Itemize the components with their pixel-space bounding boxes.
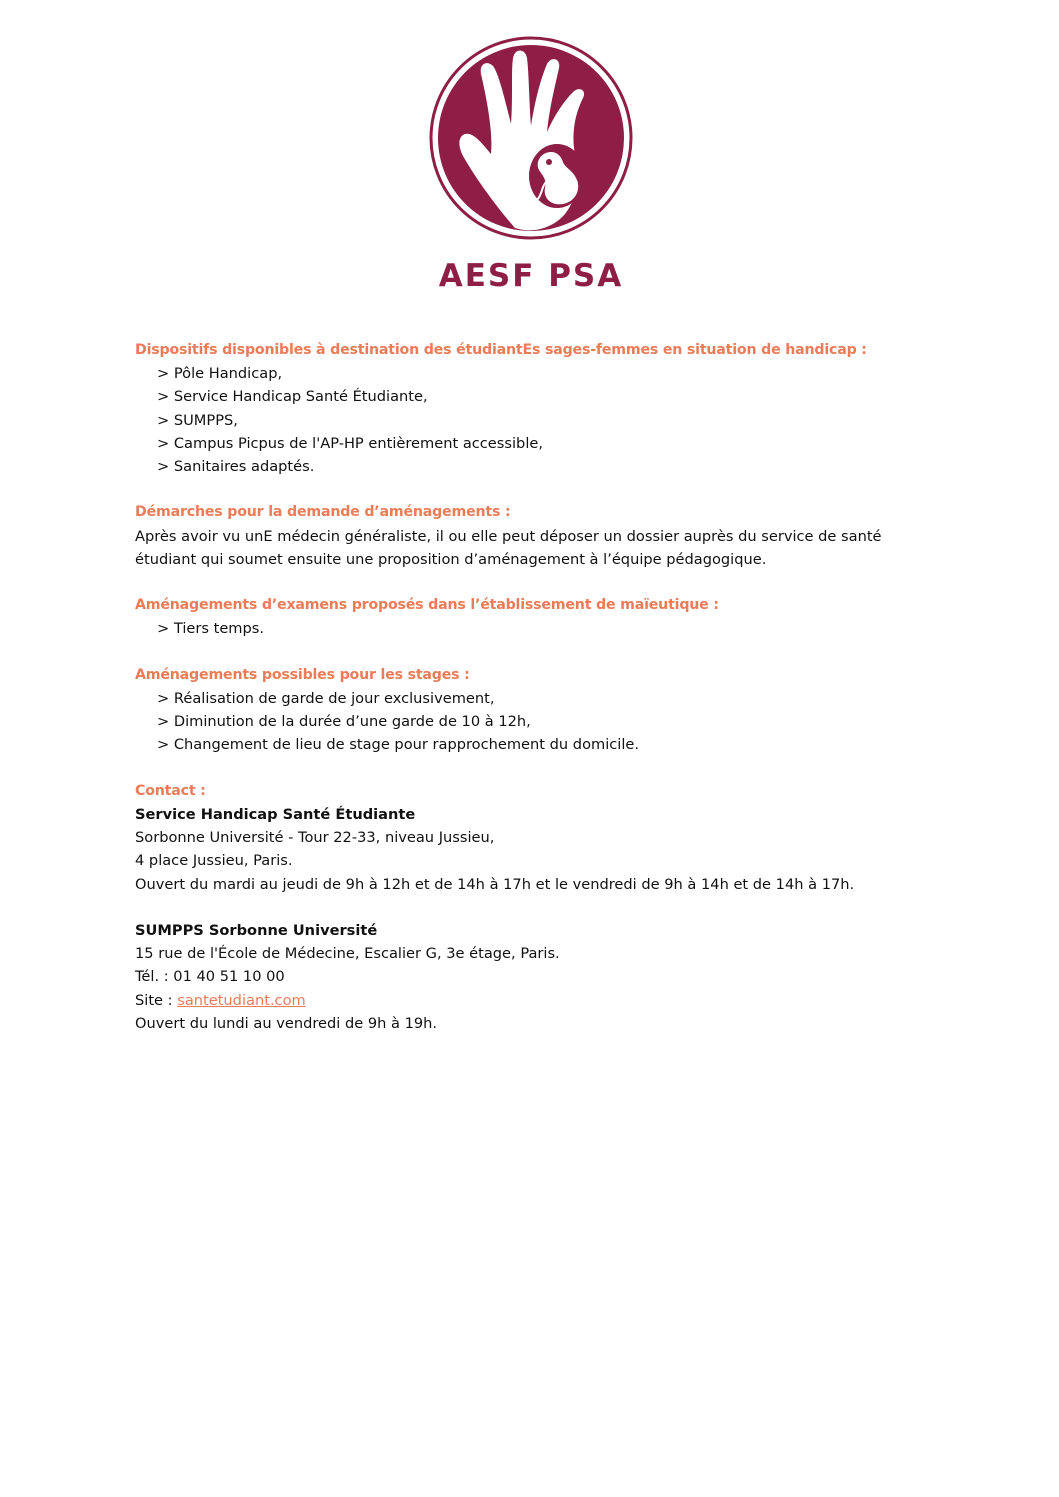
contact-sumpps-site [135,989,895,1012]
list-item: > Campus Picpus de l'AP-HP entièrement accessible, [157,434,543,452]
section-heading-demarches: Démarches pour la demande d’aménagements : [135,504,511,521]
document-body [135,339,895,1035]
list-item: > Service Handicap Santé Étudiante, [157,388,428,406]
section-heading-examens: Aménagements d’examens proposés dans l’établissement de maïeutique : [135,597,719,614]
paragraph-line: étudiant qui soumet ensuite une proposition d’aménagement à l’équipe pédagogique. [135,550,767,568]
section-heading-contact: Contact : [135,782,206,799]
contact-service-name: Service Handicap Santé Étudiante [135,806,416,823]
contact-sumpps-address: 15 rue de l'École de Médecine, Escalier G, 3e étage, Paris. [135,945,560,963]
list-item: > Réalisation de garde de jour exclusivement, [157,690,495,707]
list-item: > Changement de lieu de stage pour rapprochement du domicile. [157,736,640,754]
logo-wordmark: AESF PSA [438,258,624,294]
list-item: > Sanitaires adaptés. [157,458,315,476]
contact-sumpps-name: SUMPPS Sorbonne Université [135,922,378,939]
paragraph-line: Après avoir vu unE médecin généraliste, il ou elle peut déposer un dossier auprès du service de santé [135,527,882,545]
site-label: Site : [135,991,178,1009]
contact-service-hours: Ouvert du mardi au jeudi de 9h à 12h et de 14h à 17h et le vendredi de 9h à 14h et de 14h à 17h. [135,875,855,893]
aesf-psa-logo [429,34,633,296]
hand-fetus-logo-icon [429,34,633,244]
list-item: > Diminution de la durée d’une garde de 10 à 12h, [157,713,531,731]
contact-service-address: 4 place Jussieu, Paris. [135,852,293,870]
contact-sumpps-hours: Ouvert du lundi au vendredi de 9h à 19h. [135,1014,438,1032]
list-item: > Tiers temps. [157,620,265,638]
contact-service-address: Sorbonne Université - Tour 22-33, niveau Jussieu, [135,829,495,847]
section-heading-dispositifs: Dispositifs disponibles à destination des étudiantEs sages-femmes en situation de handicap : [135,342,867,358]
list-item: > Pôle Handicap, [157,365,283,383]
site-link[interactable]: santetudiant.com [177,991,306,1009]
contact-sumpps-phone: Tél. : 01 40 51 10 00 [135,968,285,986]
list-item: > SUMPPS, [157,411,238,429]
section-heading-stages: Aménagements possibles pour les stages : [135,666,470,683]
